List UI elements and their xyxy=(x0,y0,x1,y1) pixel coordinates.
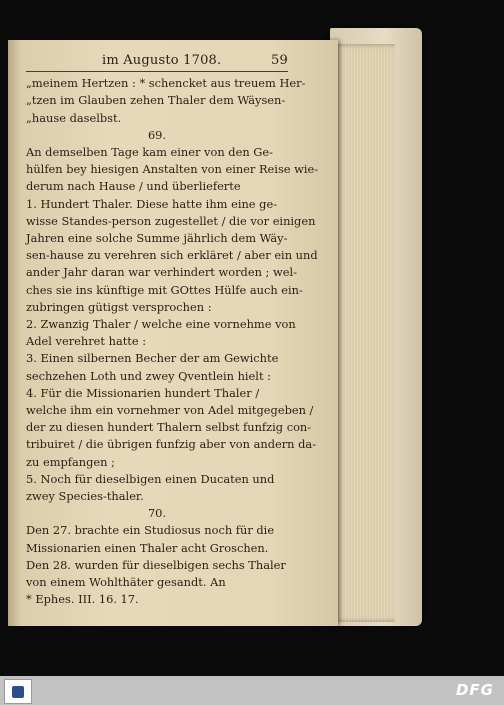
section-number: 70. xyxy=(147,506,167,521)
text-line: Missionarien einen Thaler acht Groschen. xyxy=(26,540,269,555)
text-line: hülfen bey hiesigen Anstalten von einer Reise wie- xyxy=(26,162,319,177)
page-header xyxy=(26,52,288,72)
text-line: sechzehen Loth und zwey Qventlein hielt : xyxy=(26,368,271,383)
text-line: 2. Zwanzig Thaler / welche eine vornehme von xyxy=(26,317,296,332)
text-line: welche ihm ein vornehmer von Adel mitgegeben / xyxy=(26,403,314,418)
library-logo-icon xyxy=(4,679,32,704)
text-line: zwey Species-thaler. xyxy=(26,489,144,504)
text-line: ander Jahr daran war verhindert worden ; wel- xyxy=(26,265,297,280)
text-line: An demselben Tage kam einer von den Ge- xyxy=(26,145,273,160)
section-number: 69. xyxy=(147,127,167,142)
text-line: zubringen gütigst versprochen : xyxy=(26,299,212,314)
page-number: 59 xyxy=(271,53,288,68)
footnote: * Ephes. III. 16. 17. xyxy=(26,592,139,607)
viewer-footer xyxy=(0,676,504,705)
text-line: Den 27. brachte ein Studiosus noch für die xyxy=(26,523,275,538)
text-line: Den 28. wurden für dieselbigen sechs Thaler xyxy=(26,557,286,572)
text-line: zu empfangen ; xyxy=(26,454,115,469)
text-line: 5. Noch für dieselbigen einen Ducaten und xyxy=(26,471,275,486)
dfg-logo: DFG xyxy=(455,681,494,699)
text-line: Jahren eine solche Summe jährlich dem Wäy- xyxy=(26,231,288,246)
running-head: im Augusto 1708. xyxy=(102,53,222,68)
text-line: 1. Hundert Thaler. Diese hatte ihm eine ge- xyxy=(26,196,278,211)
text-line: „hause daselbst. xyxy=(26,110,122,125)
text-line: 4. Für die Missionarien hundert Thaler / xyxy=(26,385,260,400)
text-line: derum nach Hause / und überlieferte xyxy=(26,179,241,194)
text-line: der zu diesen hundert Thalern selbst funfzig con- xyxy=(26,420,312,435)
text-line: Adel verehret hatte : xyxy=(26,334,147,349)
text-line: von einem Wohlthäter gesandt. An xyxy=(26,575,226,590)
page-edges xyxy=(333,44,395,622)
text-line: tribuiret / die übrigen funfzig aber von andern da- xyxy=(26,437,317,452)
text-line: ches sie ins künftige mit GOttes Hülfe auch ein- xyxy=(26,282,303,297)
text-line: wisse Standes-person zugestellet / die vor einigen xyxy=(26,213,316,228)
text-line: „meinem Hertzen : * schencket aus treuem Her- xyxy=(26,76,306,91)
text-line: „tzen im Glauben zehen Thaler dem Wäysen- xyxy=(26,93,286,108)
text-line: sen-hause zu verehren sich erkläret / aber ein und xyxy=(26,248,318,263)
text-line: 3. Einen silbernen Becher der am Gewichte xyxy=(26,351,279,366)
page-text xyxy=(26,52,319,609)
